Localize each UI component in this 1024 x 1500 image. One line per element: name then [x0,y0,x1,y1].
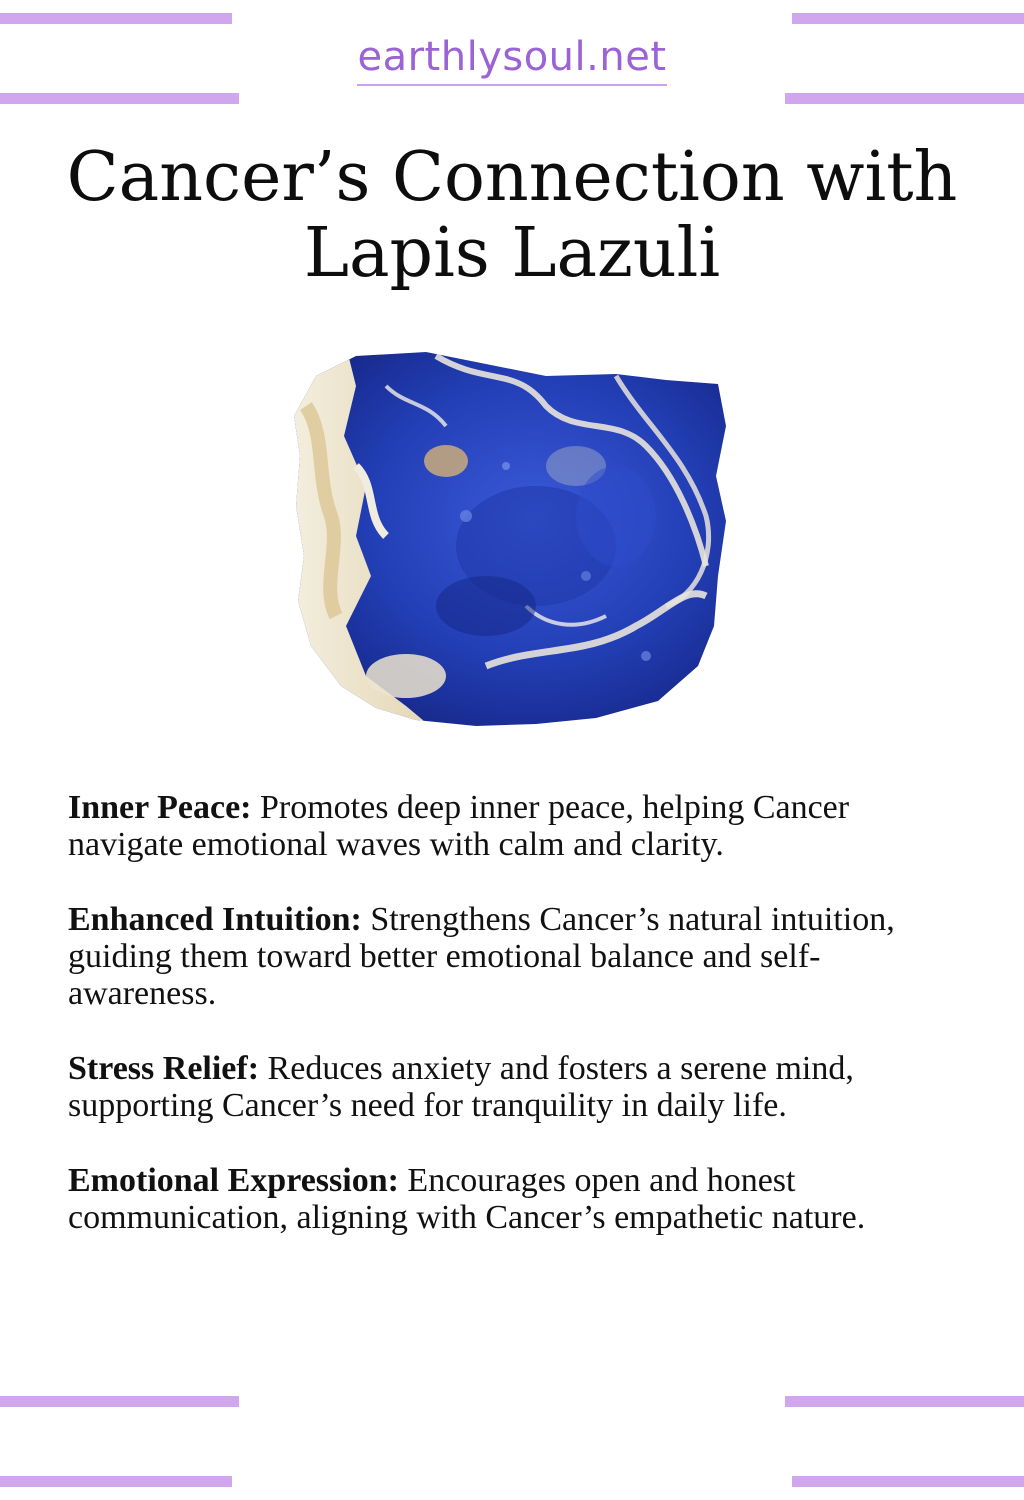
benefits-list [68,789,968,1274]
title-line-1: Cancer’s Connection with [66,138,958,217]
brand-logo[interactable] [0,34,1024,86]
bottom-left-bar-lower [0,1476,232,1487]
benefit-label: Inner Peace: [68,789,252,826]
top-right-bar-lower [785,93,1024,104]
title-line-2: Lapis Lazuli [303,214,721,293]
top-left-bar-upper [0,13,232,24]
benefit-enhanced-intuition [68,901,968,1012]
benefit-label: Stress Relief: [68,1050,260,1087]
top-right-bar-upper [792,13,1024,24]
logo-text: earthlysoul.net [357,34,666,86]
benefit-stress-relief [68,1050,968,1124]
benefit-label: Enhanced Intuition: [68,901,362,938]
benefit-text: Strengthens Cancer’s natural intuition, guiding them toward better emotional balance and self-awareness. [68,901,895,1012]
benefit-text: Reduces anxiety and fosters a serene mind, supporting Cancer’s need for tranquility in daily life. [68,1050,854,1124]
benefit-emotional-expression [68,1162,968,1236]
bottom-right-bar-upper [785,1396,1024,1407]
benefit-text: Encourages open and honest communication, aligning with Cancer’s empathetic nature. [68,1162,866,1236]
benefit-text: Promotes deep inner peace, helping Cancer navigate emotional waves with calm and clarity. [68,789,850,863]
bottom-right-bar-lower [792,1476,1024,1487]
top-left-bar-lower [0,93,239,104]
lapis-lazuli-stone-image [286,346,736,731]
benefit-label: Emotional Expression: [68,1162,399,1199]
page-title [40,140,984,292]
benefit-inner-peace [68,789,968,863]
bottom-left-bar-upper [0,1396,239,1407]
